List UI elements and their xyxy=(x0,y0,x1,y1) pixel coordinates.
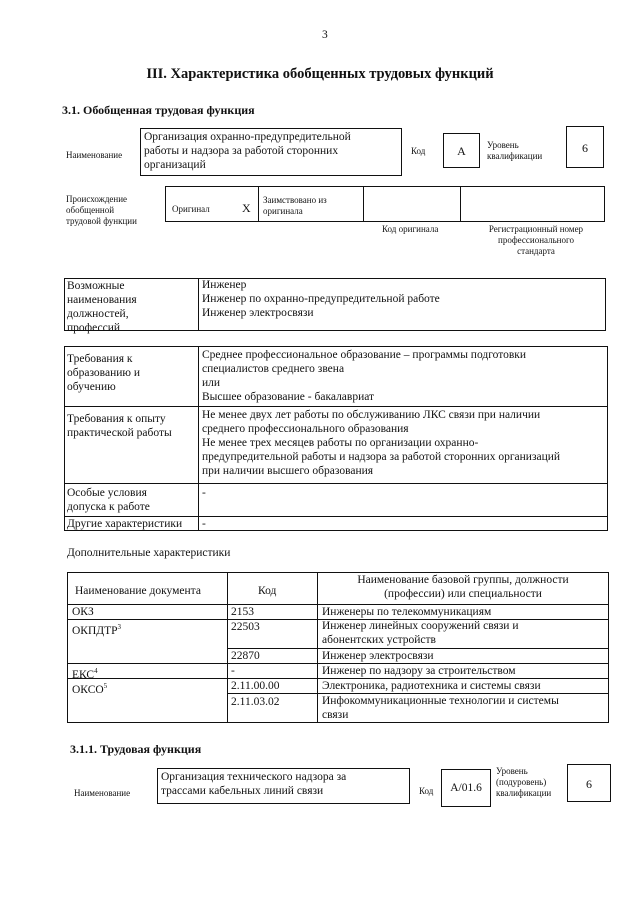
okz-code: 2153 xyxy=(231,606,254,618)
tf-name-label: Наименование xyxy=(74,788,131,798)
original-label: Оригинал xyxy=(172,204,210,214)
eks-name: Инженер по надзору за строительством xyxy=(322,665,516,677)
education-label: Требования к образованию и обучению xyxy=(67,353,140,393)
eks-label: ЕКС$^4$ xyxy=(72,667,98,681)
okso-label: ОКСО$^5$ xyxy=(72,682,108,696)
okpdtr-code-2: 22870 xyxy=(231,650,260,662)
reg-number-caption: Регистрационный номер профессионального стандарта xyxy=(488,224,584,256)
okpdtr-label: ОКПДТР$^3$ xyxy=(72,623,122,637)
gtf-name-label: Наименование xyxy=(66,150,123,160)
additional-heading: Дополнительные характеристики xyxy=(67,547,231,559)
gtf-name-value: Организация охранно-предупредительной работы и надзора за работой сторонних организаций xyxy=(140,128,402,176)
okpdtr-name-2: Инженер электросвязи xyxy=(322,650,434,662)
okso-code-2: 2.11.03.02 xyxy=(231,696,280,708)
okz-label: ОКЗ xyxy=(72,606,94,618)
tf-code-value: А/01.6 xyxy=(441,769,491,807)
positions-value: Инженер Инженер по охранно-предупредительной работе Инженер электросвязи xyxy=(202,279,440,319)
gtf-level-value: 6 xyxy=(566,126,604,168)
gtf-level-label: Уровень квалификации xyxy=(487,140,543,161)
education-value: Среднее профессиональное образование – программы подготовки специалистов среднего звена или Высшее образование - бакалавриат xyxy=(202,349,527,403)
origin-table xyxy=(165,186,605,222)
col-name-header: Наименование базовой группы, должности (профессии) или специальности xyxy=(357,574,569,600)
special-value: - xyxy=(202,487,206,499)
section-title: III. Характеристика обобщенных трудовых функций xyxy=(146,66,494,82)
gtf-code-value: А xyxy=(443,133,480,168)
gtf-heading: 3.1. Обобщенная трудовая функция xyxy=(62,103,255,117)
okpdtr-name-1: Инженер линейных сооружений связи и абонентских устройств xyxy=(322,620,519,646)
eks-code: - xyxy=(231,665,235,677)
other-label: Другие характеристики xyxy=(67,518,183,530)
page-number: 3 xyxy=(322,29,328,41)
okso-name-2: Инфокоммуникационные технологии и системы связи xyxy=(322,695,559,721)
positions-label: Возможные наименования должностей, профессий xyxy=(67,280,137,334)
okso-code-1: 2.11.00.00 xyxy=(231,680,280,692)
tf-level-label: Уровень (подуровень) квалификации xyxy=(496,766,552,798)
experience-value: Не менее двух лет работы по обслуживанию ЛКС связи при наличии среднего профессионального образования Не менее трех месяцев работы по организации охранно- предупредительной работы и надзора за работой сторонних организаций при наличии высшего образования xyxy=(202,409,561,477)
okso-name-1: Электроника, радиотехника и системы связи xyxy=(322,680,541,692)
original-mark: X xyxy=(242,201,251,215)
borrowed-label: Заимствовано из оригинала xyxy=(263,195,327,216)
okz-name: Инженеры по телекоммуникациям xyxy=(322,606,492,618)
tf-name-value: Организация технического надзора за трассами кабельных линий связи xyxy=(157,768,410,804)
special-label: Особые условия допуска к работе xyxy=(67,487,150,513)
gtf-code-label: Код xyxy=(411,146,426,156)
col-doc-header: Наименование документа xyxy=(75,585,201,597)
tf-code-label: Код xyxy=(419,786,434,796)
col-code-header: Код xyxy=(258,585,277,597)
code-original-caption: Код оригинала xyxy=(382,224,439,234)
okpdtr-code-1: 22503 xyxy=(231,621,260,633)
other-value: - xyxy=(202,518,206,530)
gtf-origin-label: Происхождение обобщенной трудовой функции xyxy=(66,194,137,226)
tf-level-value: 6 xyxy=(567,764,611,802)
tf-heading: 3.1.1. Трудовая функция xyxy=(70,742,202,756)
experience-label: Требования к опыту практической работы xyxy=(67,413,172,439)
